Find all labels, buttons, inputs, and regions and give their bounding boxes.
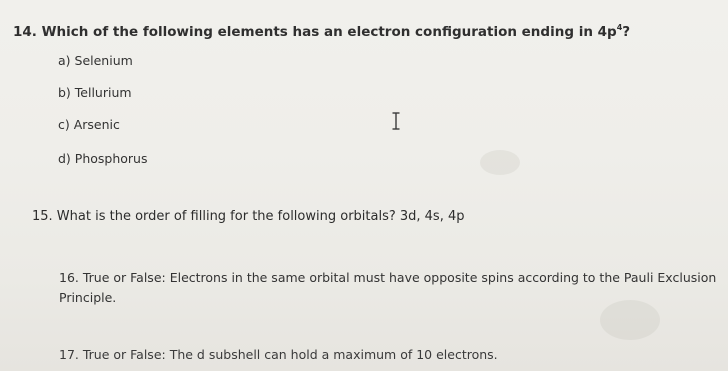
option-a-selenium: a) Selenium — [58, 53, 133, 68]
question-16-line-2: Principle. — [59, 290, 117, 305]
question-14-config-base: 4p — [597, 24, 617, 40]
question-15: 15. What is the order of filling for the following orbitals? 3d, 4s, 4p — [32, 209, 465, 224]
paper-smudge — [480, 150, 520, 175]
question-14-text: 14. Which of the following elements has an electron configuration ending in — [13, 24, 598, 40]
question-14-config-superscript: 4 — [616, 23, 623, 32]
option-c-arsenic: c) Arsenic — [58, 117, 120, 132]
question-14-mark: ? — [622, 24, 631, 40]
text-cursor-ibeam-icon — [391, 111, 401, 131]
option-b-tellurium: b) Tellurium — [58, 85, 132, 100]
question-17: 17. True or False: The d subshell can hold a maximum of 10 electrons. — [59, 347, 498, 362]
question-14 — [13, 20, 630, 40]
option-d-phosphorus: d) Phosphorus — [58, 151, 148, 166]
paper-smudge — [600, 300, 660, 340]
question-16-line-1: 16. True or False: Electrons in the same orbital must have opposite spins according to the Pauli Exclusion — [59, 270, 717, 285]
